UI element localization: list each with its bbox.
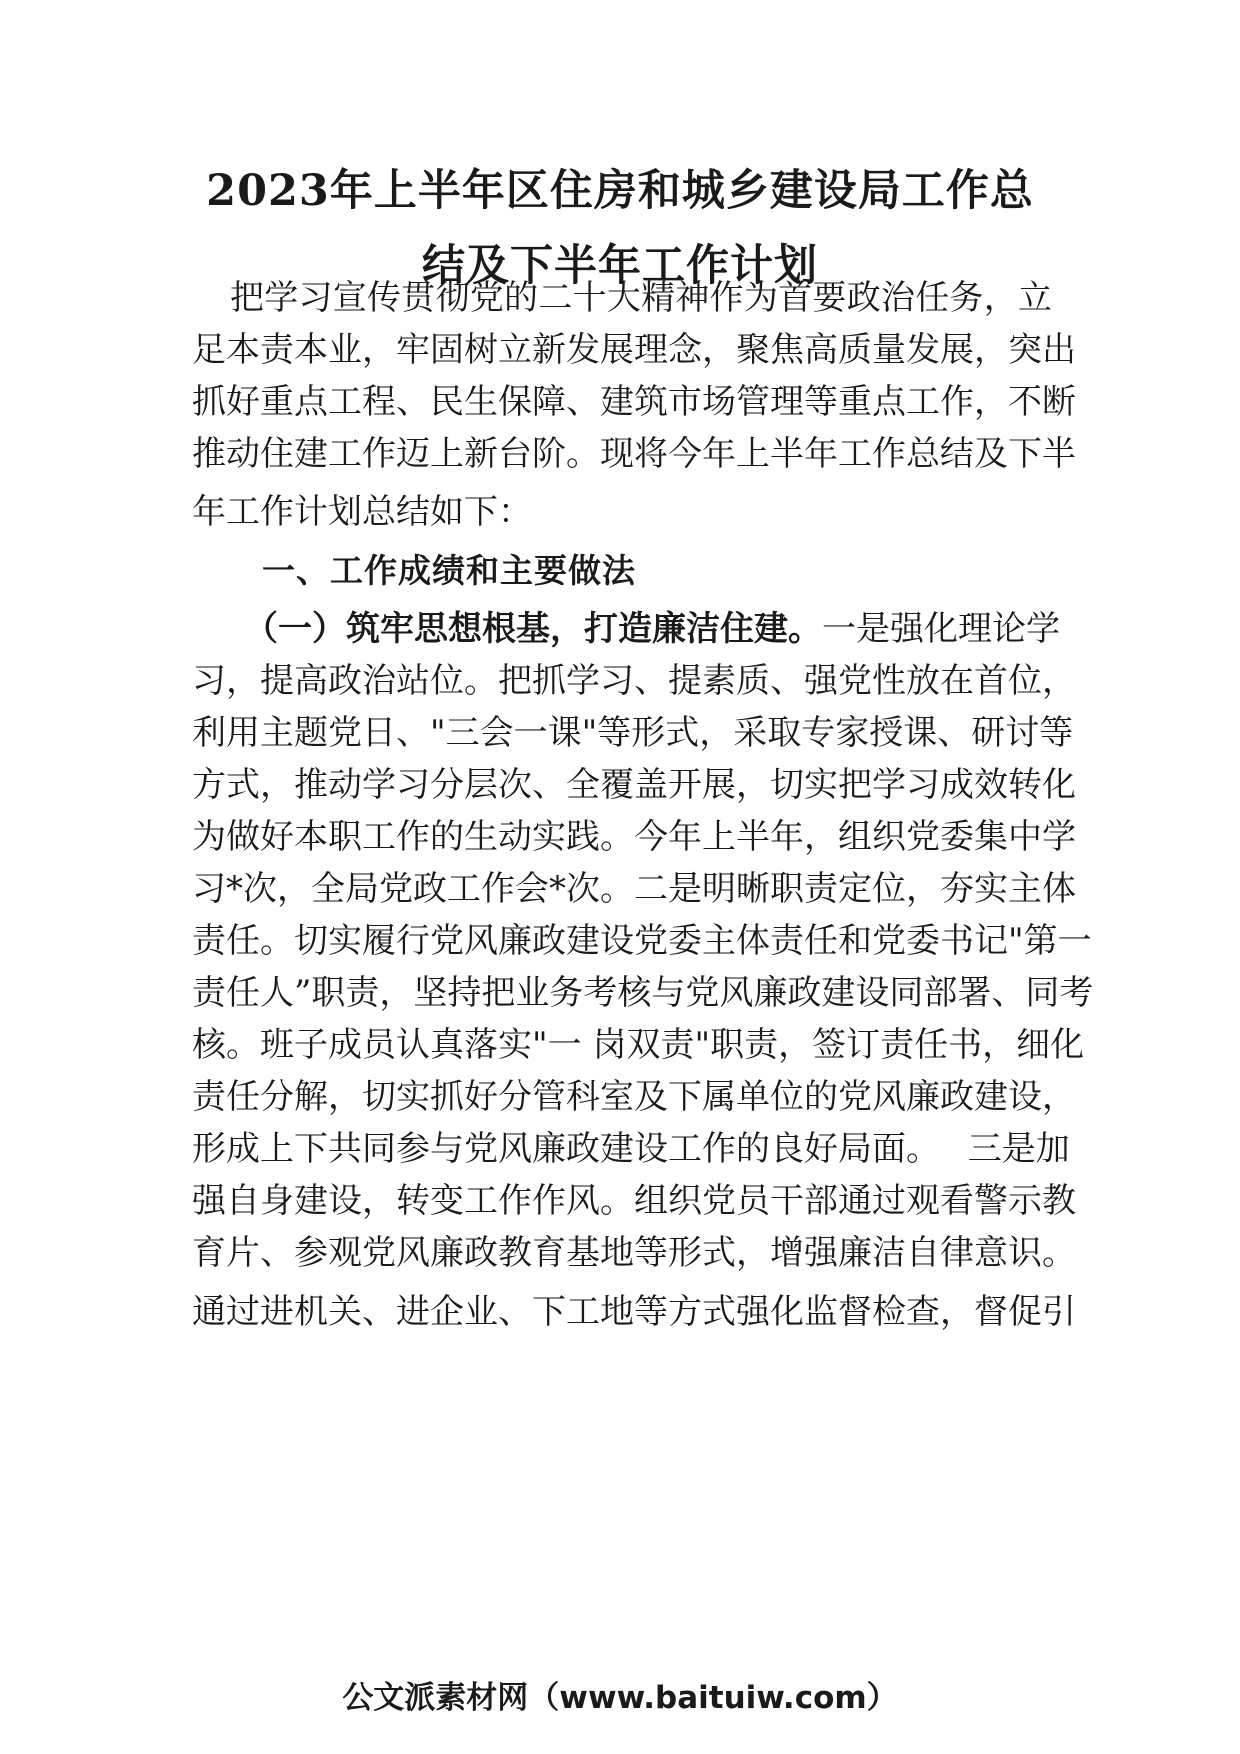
intro-line: 抓好重点工程、民生保障、建筑市场管理等重点工作，不断: [192, 382, 1076, 422]
subsection-first-line: [244, 609, 1060, 649]
intro-line: 年工作计划总结如下：: [192, 492, 532, 532]
body-line: 方式，推动学习分层次、全覆盖开展，切实把学习成效转化: [192, 765, 1076, 805]
intro-line: 把学习宣传贯彻党的二十大精神作为首要政治任务，立: [230, 278, 1052, 318]
body-line: 责任。切实履行党风廉政建设党委主体责任和党委书记"第一: [192, 921, 1092, 961]
intro-line: 推动住建工作迈上新台阶。现将今年上半年工作总结及下半: [192, 434, 1076, 474]
section-heading: 一、工作成绩和主要做法: [262, 551, 636, 590]
body-line: 通过进机关、进企业、下工地等方式强化监督检查，督促引: [192, 1292, 1076, 1332]
footer-watermark: 公文派素材网（www.baituiw.com）: [342, 1680, 898, 1716]
intro-line: 足本责本业，牢固树立新发展理念，聚焦高质量发展，突出: [192, 330, 1076, 370]
body-line: 习，提高政治站位。把抓学习、提素质、强党性放在首位，: [192, 661, 1076, 701]
subsection-first-line-text: 一是强化理论学: [822, 609, 1060, 649]
document-title-line-2: 结及下半年工作计划: [422, 241, 818, 291]
body-line: 利用主题党日、"三会一课"等形式，采取专家授课、研讨等: [192, 713, 1074, 753]
body-line: 强自身建设，转变工作作风。组织党员干部通过观看警示教: [192, 1181, 1076, 1221]
body-line: 习*次，全局党政工作会*次。二是明晰职责定位，夯实主体: [192, 869, 1076, 909]
document-title-line-1: 2023年上半年区住房和城乡建设局工作总: [206, 166, 1034, 216]
body-line: 责任分解，切实抓好分管科室及下属单位的党风廉政建设，: [192, 1077, 1076, 1117]
body-line: 核。班子成员认真落实"一 岗双责"职责，签订责任书，细化: [192, 1025, 1085, 1065]
body-line: 形成上下共同参与党风廉政建设工作的良好局面。 三是加: [192, 1129, 1070, 1169]
body-line: 育片、参观党风廉政教育基地等形式，增强廉洁自律意识。: [192, 1233, 1076, 1273]
body-line: 为做好本职工作的生动实践。今年上半年，组织党委集中学: [192, 817, 1076, 857]
subsection-heading: （一）筑牢思想根基，打造廉洁住建。: [244, 609, 822, 649]
body-line: 责任人”职责，坚持把业务考核与党风廉政建设同部署、同考: [192, 973, 1094, 1013]
